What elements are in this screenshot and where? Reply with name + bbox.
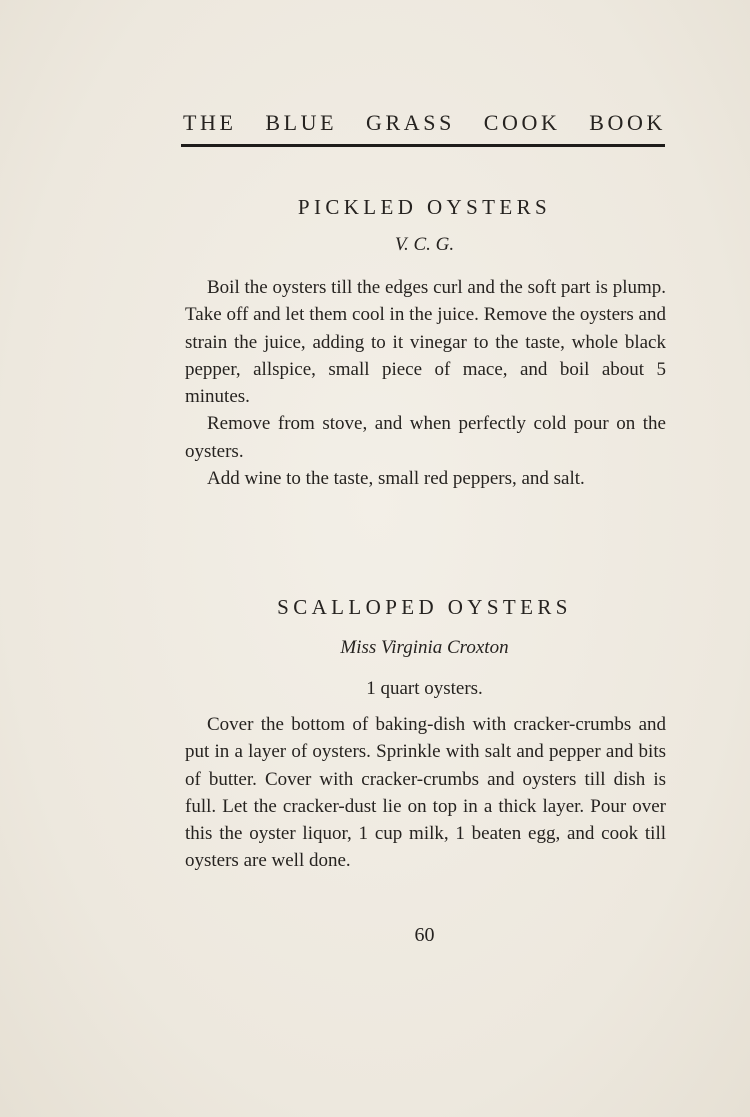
recipe-title-scalloped-oysters: SCALLOPED OYSTERS	[277, 595, 572, 619]
header-rule	[181, 144, 665, 147]
recipe-paragraph: Cover the bottom of baking-dish with cracker-crumbs and put in a layer of oysters. Sprinkle with salt and pepper and bits of butter. Cover with cracker-crumbs and oysters till dish is full. Let the cracker-dust lie on top in a thick layer. Pour over this the oyster liquor, 1 cup milk, 1 beaten egg, and cook till oysters are well done.	[185, 714, 666, 872]
recipe-body-pickled-oysters	[185, 274, 666, 492]
recipe-title-pickled-oysters: PICKLED OYSTERS	[297, 195, 552, 219]
recipe-quantity: 1 quart oysters.	[366, 678, 483, 699]
recipe-body-scalloped-oysters	[185, 711, 666, 875]
recipe-paragraph: Remove from stove, and when perfectly cold pour on the oysters.	[185, 413, 666, 462]
recipe-paragraph: Boil the oysters till the edges curl and the soft part is plump. Take off and let them cool in the juice. Remove the oysters and strain the juice, adding to it vinegar to the taste, whole black pepper, allspice, small piece of mace, and boil about 5 minutes.	[185, 277, 666, 408]
recipe-author-pickled-oysters: V. C. G.	[394, 234, 455, 255]
page-number: 60	[414, 924, 435, 946]
running-head: THE BLUE GRASS COOK BOOK	[183, 110, 666, 135]
recipe-paragraph: Add wine to the taste, small red peppers, and salt.	[207, 468, 585, 490]
recipe-author-scalloped-oysters: Miss Virginia Croxton	[340, 637, 509, 658]
